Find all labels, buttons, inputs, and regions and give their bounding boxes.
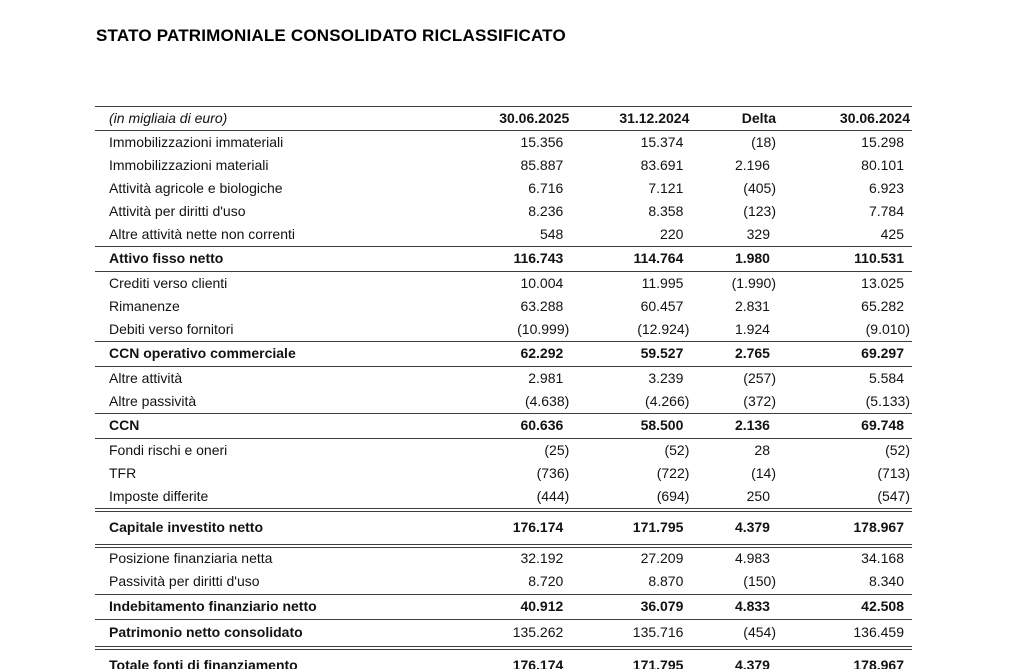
cell-value: 83.691: [640, 156, 684, 173]
row-label: Posizione finanziaria netta: [109, 550, 273, 566]
cell-value: 4.983: [734, 550, 770, 566]
row-label: Capitale investito netto: [109, 519, 264, 535]
cell-value: 10.004: [520, 274, 564, 291]
cell-value: 8.720: [528, 573, 564, 589]
row-label: Immobilizzazioni immateriali: [109, 133, 284, 150]
table-row: [95, 367, 912, 391]
column-header-30-06-2025: 30.06.2025: [499, 109, 570, 126]
cell-value: 28: [754, 441, 770, 458]
cell-value: (736): [536, 464, 570, 481]
cell-value: 13.025: [861, 274, 904, 291]
cell-value: (18): [751, 133, 776, 150]
row-label: Attivo fisso netto: [109, 250, 224, 266]
cell-value: 250: [746, 487, 770, 504]
table-row: [95, 414, 912, 439]
cell-value: 60.457: [640, 297, 684, 314]
row-label: Crediti verso clienti: [109, 274, 228, 291]
column-header-31-12-2024: 31.12.2024: [619, 109, 690, 126]
table-header-row: [95, 107, 912, 131]
table-row: [95, 390, 912, 414]
cell-value: 34.168: [861, 550, 904, 566]
row-label: Attività per diritti d'uso: [109, 202, 246, 219]
cell-value: (9.010): [865, 320, 910, 337]
page-title: STATO PATRIMONIALE CONSOLIDATO RICLASSIFICATO: [96, 26, 566, 45]
cell-value: 15.374: [640, 133, 684, 150]
cell-value: 6.923: [868, 179, 904, 196]
cell-value: 2.831: [734, 297, 770, 314]
row-label: Totale fonti di finanziamento: [109, 656, 298, 669]
cell-value: 4.833: [734, 597, 770, 614]
cell-value: 11.995: [641, 274, 684, 291]
cell-value: 65.282: [861, 297, 904, 314]
row-label: Patrimonio netto consolidato: [109, 623, 303, 640]
cell-value: 136.459: [853, 623, 904, 640]
cell-value: 135.716: [632, 623, 684, 640]
cell-value: (454): [743, 623, 776, 640]
cell-value: 1.924: [734, 320, 770, 337]
cell-value: 5.584: [868, 369, 904, 386]
cell-value: 85.887: [520, 156, 564, 173]
cell-value: (25): [544, 441, 570, 458]
cell-value: 176.174: [512, 519, 564, 535]
cell-value: 178.967: [853, 519, 904, 535]
row-label: Attività agricole e biologiche: [109, 179, 283, 196]
cell-value: (4.638): [524, 392, 570, 409]
table-body: [95, 131, 912, 669]
cell-value: 176.174: [512, 656, 564, 669]
cell-value: 59.527: [640, 345, 684, 361]
table-row: [95, 247, 912, 272]
row-label: Altre passività: [109, 392, 197, 409]
cell-value: 220: [660, 225, 684, 242]
cell-value: 116.743: [513, 250, 564, 266]
cell-value: 8.236: [528, 202, 564, 219]
table-row: [95, 571, 912, 595]
cell-value: 63.288: [520, 297, 564, 314]
table-row: [95, 462, 912, 485]
row-label: Debiti verso fornitori: [109, 320, 234, 337]
column-header-delta: Delta: [741, 109, 776, 126]
cell-value: 8.340: [868, 573, 904, 589]
cell-value: (547): [877, 487, 910, 504]
cell-value: (444): [536, 487, 570, 504]
cell-value: (694): [656, 487, 690, 504]
cell-value: 42.508: [861, 597, 904, 614]
cell-value: 7.121: [648, 179, 684, 196]
cell-value: 7.784: [868, 202, 904, 219]
row-label: Altre attività: [109, 369, 183, 386]
cell-value: (10.999): [517, 320, 570, 337]
cell-value: 329: [746, 225, 770, 242]
cell-value: 4.379: [734, 519, 770, 535]
cell-value: (722): [656, 464, 690, 481]
cell-value: (52): [664, 441, 690, 458]
cell-value: (372): [743, 392, 776, 409]
row-label: Fondi rischi e oneri: [109, 441, 228, 458]
table-caption: (in migliaia di euro): [109, 109, 228, 126]
cell-value: (5.133): [865, 392, 910, 409]
table-row: [95, 223, 912, 247]
cell-value: 32.192: [520, 550, 564, 566]
cell-value: 8.358: [648, 202, 684, 219]
cell-value: 60.636: [520, 417, 564, 433]
row-label: Rimanenze: [109, 297, 180, 314]
row-label: CCN operativo commerciale: [109, 345, 296, 361]
cell-value: 1.980: [734, 250, 770, 266]
table-row: [95, 648, 912, 669]
cell-value: 4.379: [734, 656, 770, 669]
cell-value: (4.266): [645, 392, 690, 409]
cell-value: 8.870: [648, 573, 684, 589]
cell-value: (52): [885, 441, 910, 458]
cell-value: 171.795: [632, 519, 684, 535]
cell-value: 69.748: [861, 417, 904, 433]
cell-value: 69.297: [861, 345, 904, 361]
cell-value: 135.262: [512, 623, 564, 640]
cell-value: 2.981: [528, 369, 564, 386]
cell-value: 114.764: [633, 250, 684, 266]
cell-value: (150): [743, 573, 776, 589]
cell-value: 15.298: [861, 133, 904, 150]
cell-value: 15.356: [520, 133, 564, 150]
row-label: TFR: [109, 464, 137, 481]
cell-value: (14): [751, 464, 776, 481]
cell-value: 2.136: [734, 417, 770, 433]
cell-value: 2.196: [734, 156, 770, 173]
table-row: [95, 318, 912, 342]
table-row: [95, 177, 912, 200]
cell-value: 58.500: [640, 417, 684, 433]
cell-value: 171.795: [632, 656, 684, 669]
row-label: Passività per diritti d'uso: [109, 573, 260, 589]
row-label: Imposte differite: [109, 487, 209, 504]
column-header-30-06-2024: 30.06.2024: [839, 109, 910, 126]
cell-value: (1.990): [731, 274, 776, 291]
cell-value: 110.531: [854, 250, 904, 266]
cell-value: (713): [877, 464, 910, 481]
cell-value: 36.079: [640, 597, 684, 614]
cell-value: 27.209: [640, 550, 684, 566]
balance-sheet-table: [95, 106, 912, 669]
cell-value: 40.912: [520, 597, 564, 614]
table-row: [95, 439, 912, 463]
cell-value: (405): [743, 179, 776, 196]
cell-value: (257): [743, 369, 776, 386]
cell-value: 3.239: [648, 369, 684, 386]
table-row: [95, 546, 912, 571]
cell-value: 6.716: [528, 179, 564, 196]
table-row: [95, 485, 912, 510]
table-row: [95, 131, 912, 155]
table-row: [95, 200, 912, 223]
table-row: [95, 154, 912, 177]
row-label: Immobilizzazioni materiali: [109, 156, 269, 173]
cell-value: (123): [743, 202, 776, 219]
table-row: [95, 510, 912, 546]
table-row: [95, 619, 912, 648]
cell-value: 62.292: [520, 345, 564, 361]
table-row: [95, 342, 912, 367]
cell-value: 2.765: [734, 345, 770, 361]
cell-value: (12.924): [637, 320, 690, 337]
row-label: Indebitamento finanziario netto: [109, 597, 317, 614]
cell-value: 425: [880, 225, 904, 242]
cell-value: 548: [539, 225, 564, 242]
row-label: CCN: [109, 417, 140, 433]
table-row: [95, 594, 912, 619]
row-label: Altre attività nette non correnti: [109, 225, 295, 242]
cell-value: 80.101: [861, 156, 904, 173]
table-row: [95, 295, 912, 318]
table-row: [95, 272, 912, 296]
cell-value: 178.967: [853, 656, 904, 669]
